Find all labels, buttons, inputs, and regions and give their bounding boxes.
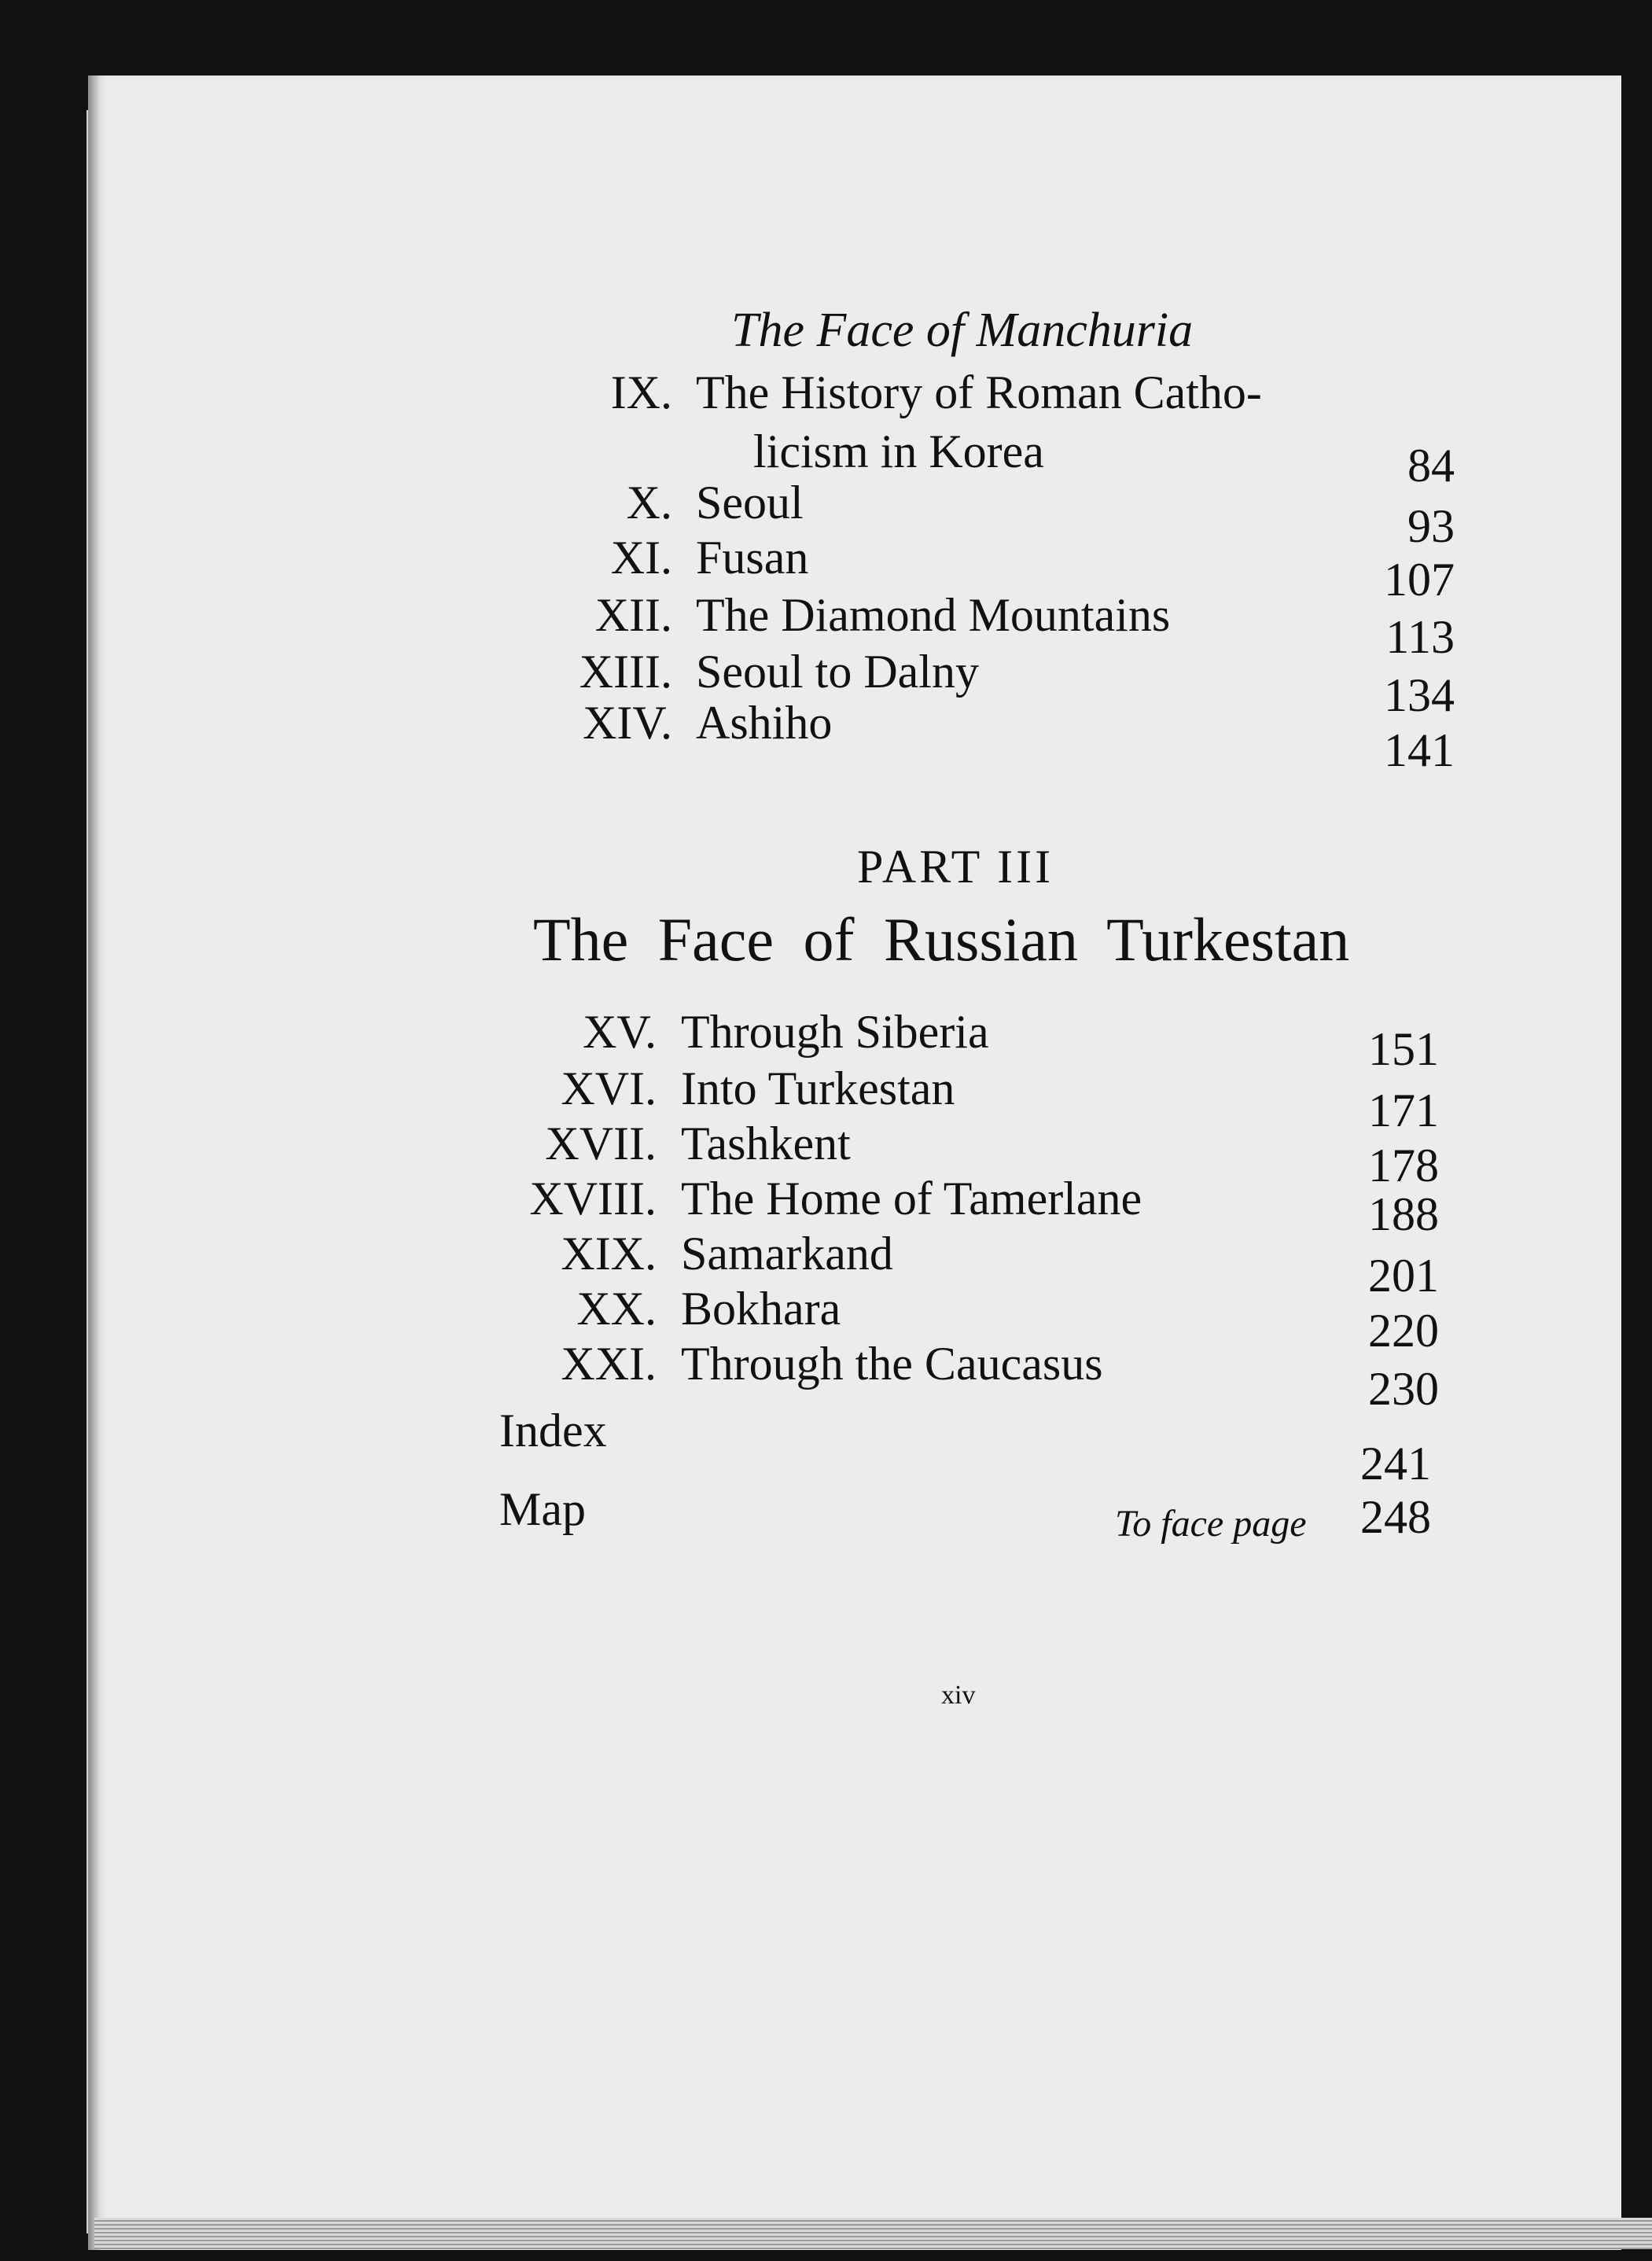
toc-back-matter-entry [0,1404,1494,1490]
chapter-number: XVIII. [529,1173,657,1224]
toc-entry [0,1337,1494,1415]
chapter-title: Ashiho [696,697,833,749]
chapter-number: XVI. [561,1062,657,1114]
page-bottom-edge [94,2218,1652,2249]
page-number: 113 [1385,611,1455,663]
chapter-number: XIV. [583,697,672,749]
page-number: 93 [1407,500,1455,552]
toc-entry [0,1062,1494,1136]
toc-entry [0,476,1494,552]
toc-entry [0,1172,1494,1240]
chapter-number: XVII. [545,1118,657,1169]
chapter-number: XII. [594,589,672,641]
toc-entry-continuation [0,425,1494,492]
chapter-title: Seoul to Dalny [696,646,979,698]
page-number: 141 [1384,724,1455,776]
face-page-note: To face page [1115,1503,1307,1545]
chapter-title: Tashkent [681,1118,851,1169]
chapter-number: XX. [576,1283,657,1335]
toc-entry [0,1282,1494,1357]
chapter-title: The History of Roman Catho- [696,366,1262,418]
chapter-number: XIX. [561,1228,657,1280]
toc-entry [0,696,1494,776]
chapter-title: The Home of Tamerlane [681,1173,1142,1224]
page-number: 220 [1368,1305,1439,1357]
page-number: 230 [1368,1363,1439,1415]
page-number: 151 [1368,1023,1439,1075]
chapter-title: Through the Caucasus [681,1338,1103,1390]
toc-entry [0,1005,1494,1075]
chapter-number: XV. [583,1006,657,1058]
toc-entry [0,1117,1494,1191]
toc-entry [0,366,1494,421]
running-head: The Face of Manchuria [731,304,1194,357]
page-number: 84 [1407,440,1455,492]
chapter-number: IX. [610,366,672,418]
chapter-title-continued: licism in Korea [753,425,1044,477]
chapter-number: XIII. [579,646,672,698]
part-label: PART III [857,841,1054,893]
chapter-number: XXI. [561,1338,657,1390]
chapter-title: Fusan [696,532,809,584]
page-number: 107 [1384,554,1455,606]
chapter-title: Through Siberia [681,1006,989,1058]
page-number: 201 [1368,1250,1439,1302]
part-title: The Face of Russian Turkestan [533,905,1350,974]
toc-entry [0,1227,1494,1302]
chapter-number: XI. [610,532,672,584]
toc-entry [0,588,1494,663]
toc-entry [0,531,1494,606]
chapter-title: Seoul [696,477,804,528]
page-number: 241 [1360,1438,1431,1490]
page-number: 171 [1368,1084,1439,1136]
chapter-title: Into Turkestan [681,1062,955,1114]
page-number: 178 [1368,1140,1439,1191]
back-matter-title: Index [499,1405,607,1456]
page-folio: xiv [941,1681,976,1710]
page-number: 134 [1384,669,1455,721]
chapter-number: X. [626,477,672,528]
chapter-title: Samarkand [681,1228,893,1280]
toc-entry [0,645,1494,721]
back-matter-title: Map [499,1483,586,1535]
page-number: 188 [1368,1188,1439,1240]
chapter-title: The Diamond Mountains [696,589,1171,641]
page-number: 248 [1360,1491,1431,1543]
chapter-title: Bokhara [681,1283,841,1335]
